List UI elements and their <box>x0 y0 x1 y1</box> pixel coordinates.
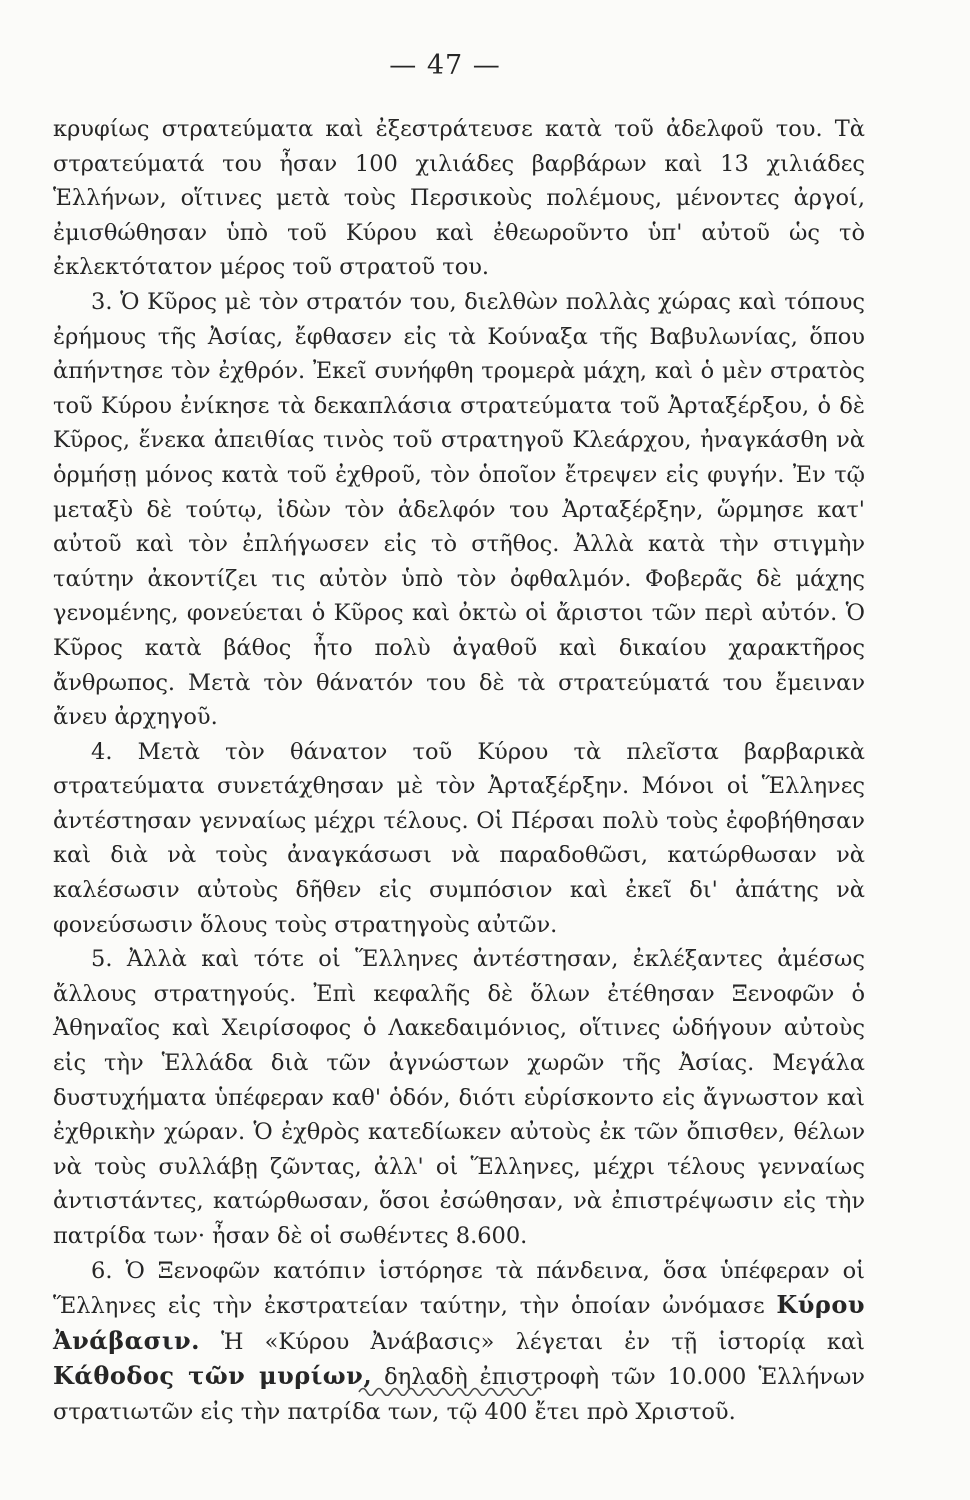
wavy-ornament-divider <box>357 1382 543 1396</box>
paragraph-6 <box>53 1254 865 1430</box>
paragraph-6-text-c: δηλαδὴ ἐπιστροφὴ τῶν 10.000 Ἑλλήνων στρατιωτῶν εἰς τὴν πατρίδα των, τῷ 400 ἔτει πρὸ Χριστοῦ. <box>53 1364 865 1425</box>
book-title-anabasis: Κύρου Ἀνάβασιν. <box>53 1290 865 1355</box>
book-title-kathodos: Κάθοδος τῶν μυρίων, <box>53 1361 373 1391</box>
paragraph-4: 4. Μετὰ τὸν θάνατον τοῦ Κύρου τὰ πλεῖστα βαρβαρικὰ στρατεύματα συνετάχθησαν μὲ τὸν Ἀρταξέρξην. Μόνοι οἱ Ἕλληνες ἀντέστησαν γενναίως μέχρι τέλους. Οἱ Πέρσαι πολὺ τοὺς ἐφοβήθησαν καὶ διὰ νὰ τοὺς ἀναγκάσωσι νὰ παραδοθῶσι, κατώρθωσαν νὰ καλέσωσιν αὐτοὺς δῆθεν εἰς συμπόσιον καὶ ἐκεῖ δι' ἀπάτης νὰ φονεύσωσιν ὅλους τοὺς στρατηγοὺς αὐτῶν. <box>53 738 865 938</box>
paragraph-continuation: κρυφίως στρατεύματα καὶ ἐξεστράτευσε κατὰ τοῦ ἀδελφοῦ του. Τὰ στρατεύματά του ἦσαν 100 χιλιάδες βαρβάρων καὶ 13 χιλιάδες Ἑλλήνων, οἵτινες μετὰ τοὺς Περσικοὺς πολέμους, μένοντες ἀργοί, ἐμισθώθησαν ὑπὸ τοῦ Κύρου καὶ ἐθεωροῦντο ὑπ' αὐτοῦ ὡς τὸ ἐκλεκτότατον μέρος τοῦ στρατοῦ του. <box>53 116 865 281</box>
body-text <box>53 112 865 1430</box>
paragraph-6-text-a: 6. Ὁ Ξενοφῶν κατόπιν ἱστόρησε τὰ πάνδεινα, ὅσα ὑπέφεραν οἱ Ἕλληνες εἰς τὴν ἐκστρατείαν ταύτην, τὴν ὁποίαν ὠνόμασε <box>53 1257 865 1320</box>
paragraph-6-text-b: Ἡ «Κύρου Ἀνάβασις» λέγεται ἐν τῇ ἱστορίᾳ καὶ <box>199 1328 865 1355</box>
paragraph-5: 5. Ἀλλὰ καὶ τότε οἱ Ἕλληνες ἀντέστησαν, ἐκλέξαντες ἀμέσως ἄλλους στρατηγούς. Ἐπὶ κεφαλῆς δὲ ὅλων ἐτέθησαν Ξενοφῶν ὁ Ἀθηναῖος καὶ Χειρίσοφος ὁ Λακεδαιμόνιος, οἵτινες ὡδήγουν αὐτοὺς εἰς τὴν Ἑλλάδα διὰ τῶν ἀγνώστων χωρῶν τῆς Ἀσίας. Μεγάλα δυστυχήματα ὑπέφεραν καθ' ὁδόν, διότι εὑρίσκοντο εἰς ἄγνωστον καὶ ἐχθρικὴν χώραν. Ὁ ἐχθρὸς κατεδίωκεν αὐτοὺς ἐκ τῶν ὄπισθεν, θέλων νὰ τοὺς συλλάβῃ ζῶντας, ἀλλ' οἱ Ἕλληνες, μέχρι τέλους γενναίως ἀντιστάντες, κατώρθωσαν, ὅσοι ἐσώθησαν, νὰ ἐπιστρέψωσιν εἰς τὴν πατρίδα των· ἦσαν δὲ οἱ σωθέντες 8.600. <box>53 946 865 1249</box>
paragraph-3: 3. Ὁ Κῦρος μὲ τὸν στρατόν του, διελθὼν πολλὰς χώρας καὶ τόπους ἐρήμους τῆς Ἀσίας, ἔφθασεν εἰς τὰ Κούναξα τῆς Βαβυλωνίας, ὅπου ἀπήντησε τὸν ἐχθρόν. Ἐκεῖ συνήφθη τρομερὰ μάχη, καὶ ὁ μὲν στρατὸς τοῦ Κύρου ἐνίκησε τὰ δεκαπλάσια στρατεύματα τοῦ Ἀρταξέρξου, ὁ δὲ Κῦρος, ἕνεκα ἀπειθίας τινὸς τοῦ στρατηγοῦ Κλεάρχου, ἠναγκάσθη νὰ ὁρμήσῃ μόνος κατὰ τοῦ ἐχθροῦ, τὸν ὁποῖον ἔτρεψεν εἰς φυγήν. Ἐν τῷ μεταξὺ δὲ τούτῳ, ἰδὼν τὸν ἀδελφόν του Ἀρταξέρξην, ὥρμησε κατ' αὐτοῦ καὶ τὸν ἐπλήγωσεν εἰς τὸ στῆθος. Ἀλλὰ κατὰ τὴν στιγμὴν ταύτην ἀκοντίζει τις αὐτὸν ὑπὸ τὸν ὀφθαλμόν. Φοβερᾶς δὲ μάχης γενομένης, φονεύεται ὁ Κῦρος καὶ ὀκτὼ οἱ ἄριστοι τῶν περὶ αὐτόν. Ὁ Κῦρος κατὰ βάθος ἦτο πολὺ ἀγαθοῦ καὶ δικαίου χαρακτῆρος ἄνθρωπος. Μετὰ τὸν θάνατόν του δὲ τὰ στρατεύματά του ἔμειναν ἄνευ ἀρχηγοῦ. <box>53 288 865 731</box>
page-number: — 47 — <box>389 50 501 81</box>
